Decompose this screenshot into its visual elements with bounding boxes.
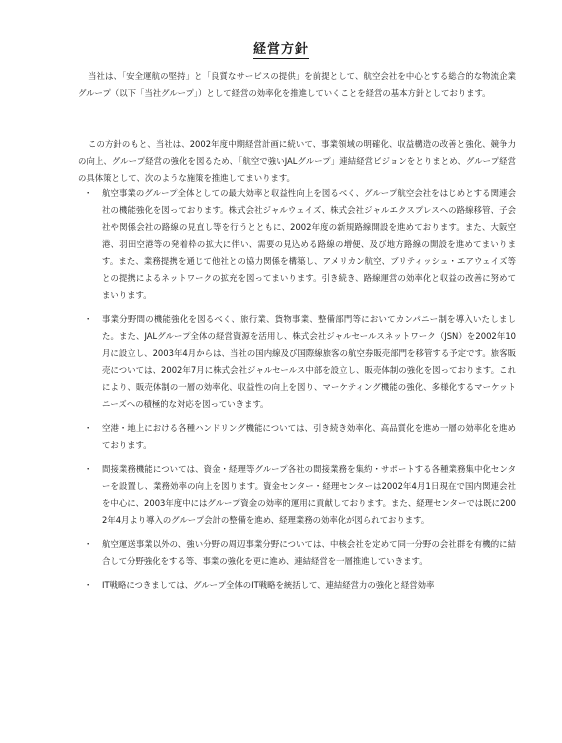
bullet-marker: ・ <box>84 539 93 549</box>
list-item-text: 間接業務機能については、資金・経理等グループ各社の間接業務を集約・サポートする各種業務集中化センターを設置し、業務効率の向上を図ります。資金センター・経理センターは2002年4月1日現在で国内関連会社を中心に、2003年度中にはグループ資金の効率的運用に貢献しております。また、経理センターでは既に2002年4月より導入のグループ会計の整備を進め、経理業務の効率化が図られております。 <box>102 464 516 525</box>
list-item-text: 空港・地上における各種ハンドリング機能については、引き続き効率化、高品質化を進め一層の効率化を進めております。 <box>102 423 516 450</box>
page-title-text: 経営方針 <box>252 42 309 57</box>
bullet-marker: ・ <box>84 423 93 433</box>
page-title <box>0 38 562 57</box>
list-item-text: IT戦略につきましては、グループ全体のIT戦略を統括して、連結経営力の強化と経営効率 <box>102 580 435 590</box>
list-item-text: 航空運送事業以外の、強い分野の周辺事業分野については、中核会社を定めて同一分野の会社群を有機的に結合して分野強化をする等、事業の強化を更に進め、連結経営を一層推進していきます。 <box>102 539 516 566</box>
bullet-marker: ・ <box>84 464 93 474</box>
list-item-text: 航空事業のグループ全体としての最大効率と収益性向上を図るべく、グループ航空会社をはじめとする関連会社の機能強化を図っております。株式会社ジャルウェイズ、株式会社ジャルエクスプレスへの路線移管、子会社や関係会社の路線の見直し等を行うとともに、2002年度の新規路線開設を進めております。また、大阪空港、羽田空港等の発着枠の拡大に伴い、需要の見込める路線の増便、及び地方路線の開設を進めてまいります。また、業務提携を通じて他社との協力関係を構築し、アメリカン航空、ブリティッシュ・エアウェイズ等との提携によるネットワークの拡充を図ってまいります。引き続き、路線運営の効率化と収益の改善に努めてまいります。 <box>102 188 516 300</box>
policy-paragraph: この方針のもと、当社は、2002年度中期経営計画に続いて、事業領域の明確化、収益構造の改善と強化、競争力の向上、グループ経営の強化を図るため、「航空で強いJALグループ」連結経営ビジョンをとりまとめ、グループ経営の具体策として、次のような施策を推進してまいります。 <box>78 139 516 183</box>
list-item <box>84 185 516 304</box>
bullet-marker: ・ <box>84 188 93 198</box>
list-item <box>84 577 516 594</box>
list-item <box>84 311 516 413</box>
list-item <box>84 536 516 570</box>
list-item-text: 事業分野間の機能強化を図るべく、旅行業、貨物事業、整備部門等においてカンパニー制を導入いたしました。また、JALグループ全体の経営資源を活用し、株式会社ジャルセールスネットワーク（JSN）を2002年10月に設立し、2003年4月からは、当社の国内線及び国際線旅客の航空券販売部門を移管する予定です。旅客販売については、2002年7月に株式会社ジャルセールス中部を設立し、販売体制の強化を図っております。これにより、販売体制の一層の効率化、収益性の向上を図り、マーケティング機能の強化、多様化するマーケットニーズへの積極的な対応を図っていきます。 <box>102 314 516 409</box>
intro-paragraph: 当社は、「安全運航の堅持」と「良質なサービスの提供」を前提として、航空会社を中心とする総合的な物流企業グループ（以下「当社グループ」）として経営の効率化を推進していくことを経営の基本方針としております。 <box>78 71 516 98</box>
list-item <box>84 420 516 454</box>
bullet-marker: ・ <box>84 314 93 324</box>
list-item <box>84 461 516 529</box>
bullet-marker: ・ <box>84 580 93 590</box>
policy-list <box>84 185 516 601</box>
